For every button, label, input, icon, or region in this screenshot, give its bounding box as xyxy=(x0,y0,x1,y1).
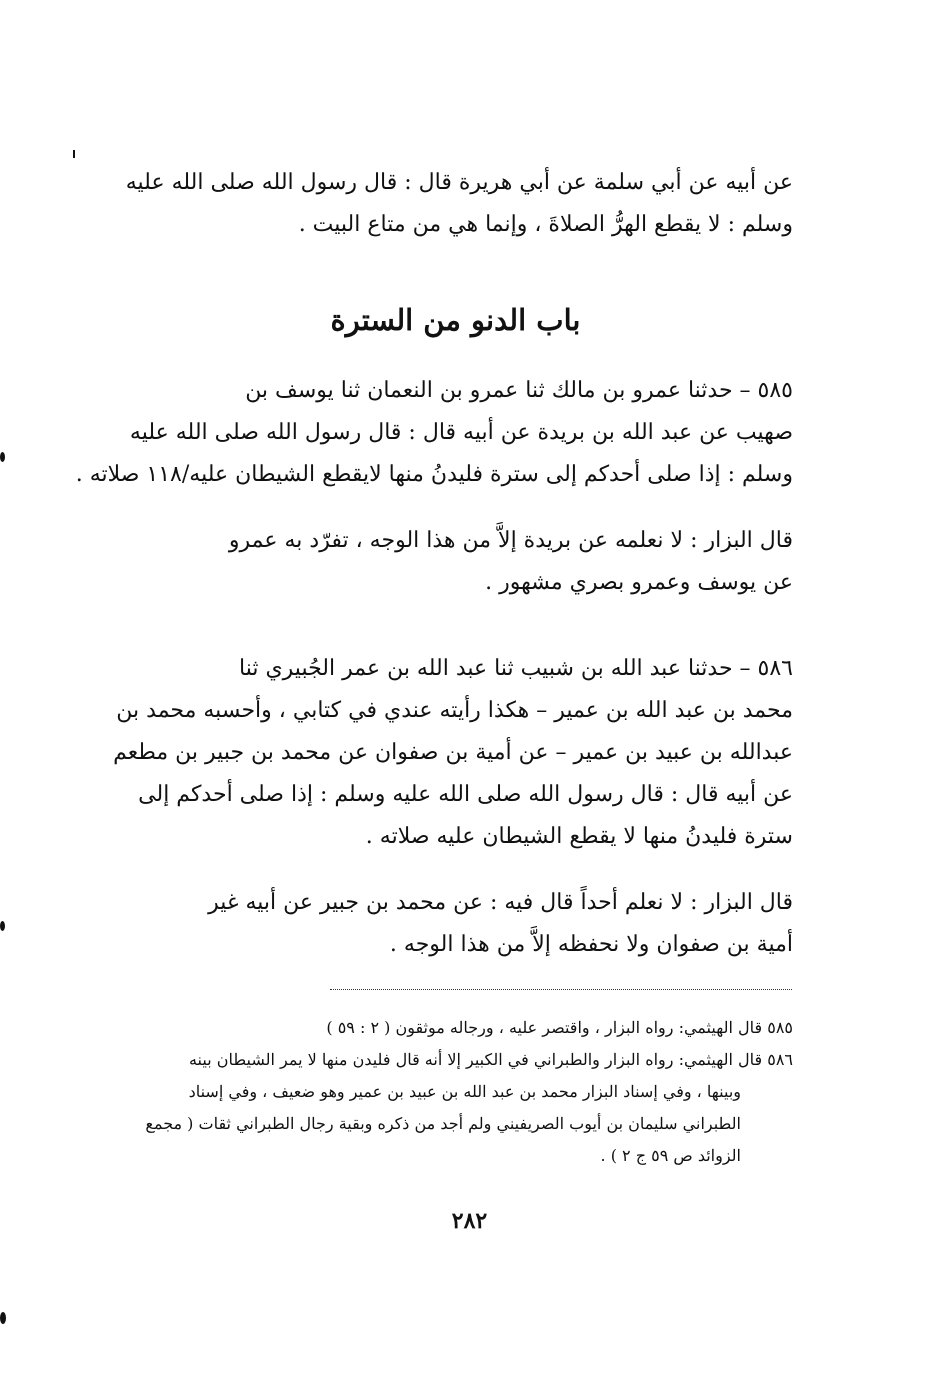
hadith-586 xyxy=(113,648,793,858)
footnote-586-line: الزوائد ص ٥٩ ج ٢ ) . xyxy=(600,1146,741,1165)
text-line: قال البزار : لا نعلمه عن بريدة إلاَّ من هذا الوجه ، تفرّد به عمرو xyxy=(228,528,793,553)
footnote-586-line: الطبراني سليمان بن أيوب الصريفيني ولم أجد من ذكره وبقية رجال الطبراني ثقات ( مجمع xyxy=(145,1114,741,1133)
text-line: قال البزار : لا نعلم أحداً قال فيه : عن محمد بن جبير عن أبيه غير xyxy=(208,890,793,915)
text-line: سترة فليدنُ منها لا يقطع الشيطان عليه صلاته . xyxy=(365,824,793,849)
footnote-divider xyxy=(330,989,792,990)
text-line: عبدالله بن عبيد بن عمير – عن أمية بن صفوان عن محمد بن جبير بن مطعم xyxy=(113,740,793,765)
text-line: محمد بن عبد الله بن عمير – هكذا رأيته عندي في كتابي ، وأحسبه محمد بن xyxy=(116,698,793,723)
text-line: ٥٨٦ – حدثنا عبد الله بن شبيب ثنا عبد الله بن عمر الجُبيري ثنا xyxy=(238,656,793,681)
comment-585 xyxy=(118,520,793,604)
scan-speck xyxy=(73,150,75,158)
scan-speck xyxy=(0,1312,6,1324)
page-number: ٢٨٢ xyxy=(451,1208,488,1234)
footnote-586-line: وبينها ، وفي إسناد البزار محمد بن عبد الله بن عبيد بن عمير وهو ضعيف ، وفي إسناد xyxy=(188,1082,741,1101)
hadith-585 xyxy=(75,370,793,496)
text-line: عن يوسف وعمرو بصري مشهور . xyxy=(485,570,793,595)
paragraph-continuation xyxy=(118,162,793,246)
text-line: عن أبيه عن أبي سلمة عن أبي هريرة قال : قال رسول الله صلى الله عليه xyxy=(125,170,793,195)
footnotes xyxy=(118,1012,793,1172)
scan-speck xyxy=(0,452,5,462)
text-line: وسلم : لا يقطع الهرُّ الصلاةَ ، وإنما هي من متاع البيت . xyxy=(298,212,793,237)
comment-586 xyxy=(118,882,793,966)
text-line: أمية بن صفوان ولا نحفظه إلاَّ من هذا الوجه . xyxy=(389,932,793,957)
chapter-heading: باب الدنو من السترة xyxy=(330,303,581,337)
text-line: وسلم : إذا صلى أحدكم إلى سترة فليدنُ منها لايقطع الشيطان عليه/١١٨ صلاته . xyxy=(75,462,793,487)
footnote-586-line: ٥٨٦ قال الهيثمي: رواه البزار والطبراني في الكبير إلا أنه قال فليدن منها لا يمر الشيطان بينه xyxy=(188,1050,793,1069)
text-line: صهيب عن عبد الله بن بريدة عن أبيه قال : قال رسول الله صلى الله عليه xyxy=(129,420,793,445)
footnote-585: ٥٨٥ قال الهيثمي: رواه البزار ، واقتصر عليه ، ورجاله موثقون ( ٢ : ٥٩ ) xyxy=(326,1018,793,1037)
text-line: ٥٨٥ – حدثنا عمرو بن مالك ثنا عمرو بن النعمان ثنا يوسف بن xyxy=(245,378,793,403)
scan-speck xyxy=(0,921,5,931)
text-line: عن أبيه قال : قال رسول الله صلى الله عليه وسلم : إذا صلى أحدكم إلى xyxy=(138,782,793,807)
